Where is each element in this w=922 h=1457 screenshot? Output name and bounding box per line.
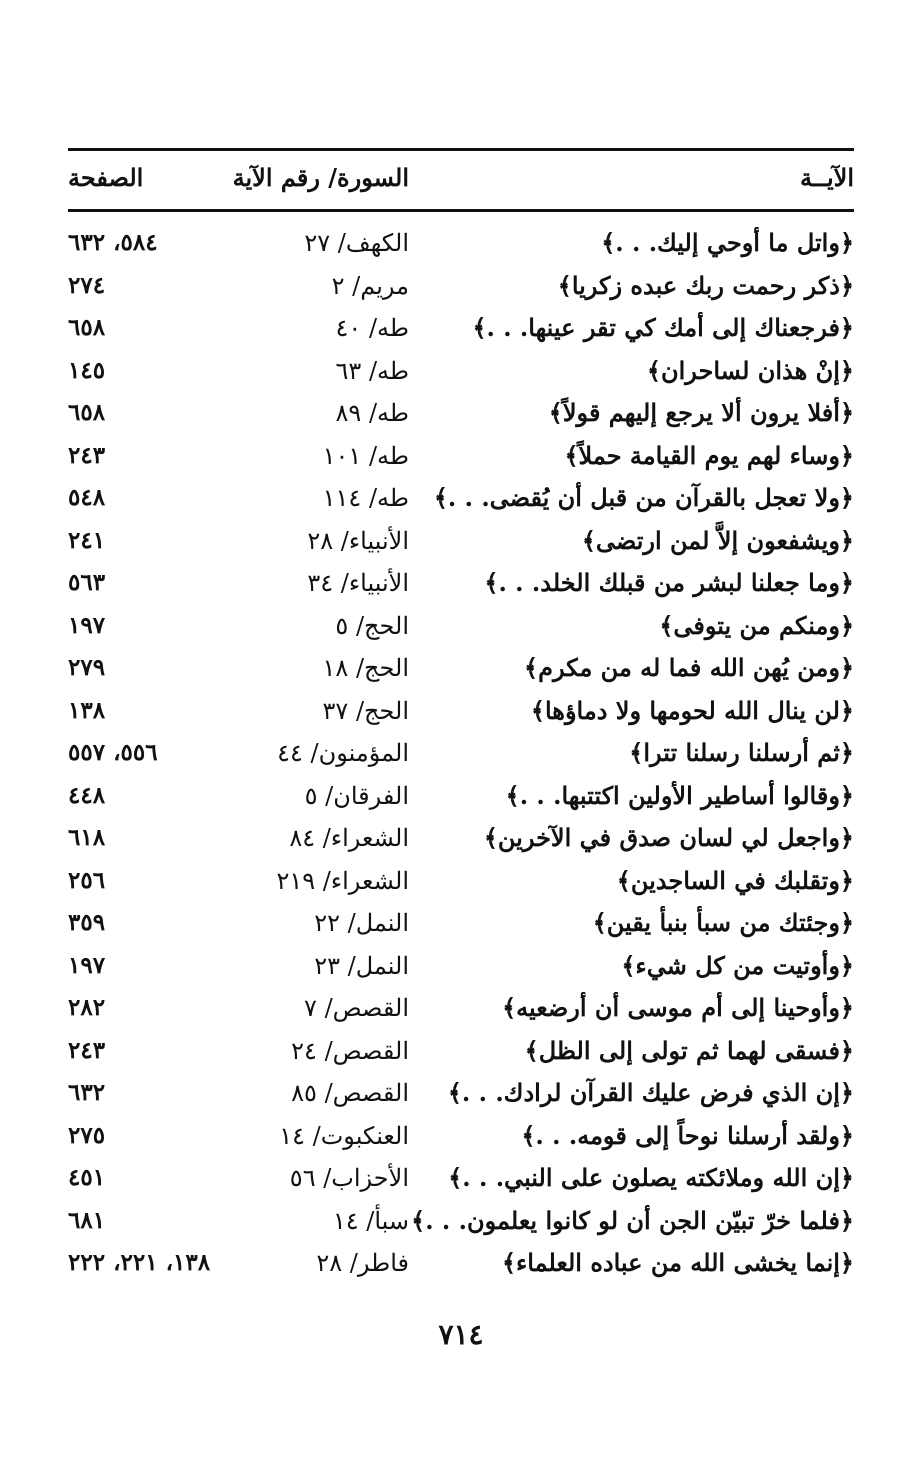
header-rule <box>68 209 854 212</box>
table-header <box>68 156 854 200</box>
table-row <box>68 350 854 393</box>
page-cell: ٥٦٣ <box>68 569 106 596</box>
ayah-cell: ﴿ذكر رحمت ربك عبده زكريا﴾ <box>557 270 854 300</box>
ayah-cell: ﴿وأوتيت من كل شيء﴾ <box>621 950 854 980</box>
surah-cell: مريم/ ٢ <box>331 271 409 300</box>
surah-cell: العنكبوت/ ١٤ <box>279 1121 409 1150</box>
table-row <box>68 732 854 775</box>
header-page: الصفحة <box>68 163 144 192</box>
ayah-cell: ﴿وقالوا أساطير الأولين اكتتبها. . .﴾ <box>505 780 854 810</box>
table-row <box>68 1200 854 1243</box>
page-cell: ٦٨١ <box>68 1206 106 1234</box>
page-cell: ٢٧٥ <box>68 1121 106 1149</box>
page-number: ٧١٤ <box>438 1318 484 1351</box>
surah-cell: طه/ ٤٠ <box>335 314 409 342</box>
page-cell: ٦١٨ <box>68 824 106 851</box>
ayah-cell: ﴿ومن يُهن الله فما له من مكرم﴾ <box>524 653 854 682</box>
ayah-cell: ﴿وجئتك من سبأ بنبأ يقين﴾ <box>592 908 854 937</box>
surah-cell: الحج/ ٥ <box>335 611 409 640</box>
page-cell: ٢٤٣ <box>68 1036 106 1064</box>
table-row <box>68 1242 854 1285</box>
page-cell: ١٤٥ <box>68 356 106 384</box>
surah-cell: النمل/ ٢٢ <box>314 909 409 937</box>
header-surah: السورة/ رقم الآية <box>232 163 409 192</box>
page-cell: ٢٨٢ <box>68 994 106 1021</box>
ayah-cell: ﴿واجعل لي لسان صدق في الآخرين﴾ <box>483 823 854 852</box>
surah-cell: الشعراء/ ٨٤ <box>289 824 409 852</box>
table-row <box>68 1030 854 1073</box>
page-cell: ٥٤٨ <box>68 484 106 511</box>
ayah-cell: ﴿واتل ما أوحي إليك. . .﴾ <box>601 228 854 257</box>
table-row <box>68 392 854 435</box>
table-row <box>68 902 854 945</box>
table-row <box>68 1157 854 1200</box>
page-cell: ١٩٧ <box>68 951 106 979</box>
ayah-cell: ﴿إنْ هذان لساحران﴾ <box>646 355 854 385</box>
table-row <box>68 265 854 308</box>
page-cell: ٤٥١ <box>68 1164 106 1191</box>
page-cell: ٢٧٤ <box>68 271 106 299</box>
header-ayah: الآيــة <box>800 163 854 192</box>
page-cell: ١٣٨، ٢٢١، ٢٢٢ <box>68 1249 211 1276</box>
ayah-cell: ﴿أفلا يرون ألا يرجع إليهم قولاً﴾ <box>548 398 854 427</box>
table-row <box>68 477 854 520</box>
surah-cell: النمل/ ٢٣ <box>314 951 409 980</box>
surah-cell: القصص/ ٢٤ <box>291 1036 409 1065</box>
table-row <box>68 435 854 478</box>
page-cell: ٦٥٨ <box>68 399 106 426</box>
ayah-cell: ﴿وما جعلنا لبشر من قبلك الخلد. . .﴾ <box>484 568 854 597</box>
ayah-cell: ﴿فلما خرّ تبيّن الجن أن لو كانوا يعلمون. . .﴾ <box>411 1205 854 1235</box>
ayah-cell: ﴿ويشفعون إلاَّ لمن ارتضى﴾ <box>581 525 854 555</box>
ayah-cell: ﴿وتقلبك في الساجدين﴾ <box>616 865 854 895</box>
surah-cell: طه/ ٦٣ <box>335 356 409 385</box>
table-row <box>68 860 854 903</box>
ayah-cell: ﴿ثم أرسلنا رسلنا تترا﴾ <box>629 738 854 767</box>
ayah-cell: ﴿فسقى لهما ثم تولى إلى الظل﴾ <box>524 1035 854 1065</box>
page-cell: ٢٤٣ <box>68 441 106 469</box>
table-row <box>68 690 854 733</box>
surah-cell: طه/ ١١٤ <box>322 484 409 512</box>
table-row <box>68 647 854 690</box>
ayah-cell: ﴿لن ينال الله لحومها ولا دماؤها﴾ <box>530 695 854 725</box>
index-table-body <box>68 222 854 1285</box>
page-cell: ٦٣٢ <box>68 1079 106 1106</box>
ayah-cell: ﴿ولا تعجل بالقرآن من قبل أن يُقضى. . .﴾ <box>433 483 854 512</box>
surah-cell: طه/ ١٠١ <box>322 441 409 470</box>
table-row <box>68 605 854 648</box>
page-cell: ٢٧٩ <box>68 654 106 681</box>
surah-cell: طه/ ٨٩ <box>335 399 409 427</box>
surah-cell: الأنبياء/ ٣٤ <box>307 569 409 597</box>
surah-cell: القصص/ ٧ <box>304 994 409 1022</box>
page-cell: ٥٨٤، ٦٣٢ <box>68 229 158 256</box>
surah-cell: الأحزاب/ ٥٦ <box>289 1164 409 1192</box>
table-row <box>68 307 854 350</box>
page-cell: ٤٤٨ <box>68 781 106 809</box>
ayah-cell: ﴿إنما يخشى الله من عباده العلماء﴾ <box>501 1248 854 1277</box>
surah-cell: الشعراء/ ٢١٩ <box>276 866 409 895</box>
page-cell: ٥٥٦، ٥٥٧ <box>68 739 158 766</box>
ayah-cell: ﴿إن الله وملائكته يصلون على النبي. . .﴾ <box>448 1163 854 1192</box>
page-cell: ٦٥٨ <box>68 314 106 341</box>
table-row <box>68 1072 854 1115</box>
surah-cell: القصص/ ٨٥ <box>291 1079 409 1107</box>
surah-cell: الفرقان/ ٥ <box>304 781 409 810</box>
table-row <box>68 987 854 1030</box>
ayah-cell: ﴿وأوحينا إلى أم موسى أن أرضعيه﴾ <box>502 993 854 1022</box>
table-row <box>68 945 854 988</box>
surah-cell: فاطر/ ٢٨ <box>316 1249 409 1277</box>
table-row <box>68 222 854 265</box>
page-cell: ١٣٨ <box>68 696 106 724</box>
page-cell: ٢٤١ <box>68 526 106 554</box>
table-row <box>68 817 854 860</box>
surah-cell: سبأ/ ١٤ <box>332 1206 409 1235</box>
top-rule <box>68 148 854 151</box>
page-cell: ١٩٧ <box>68 611 106 639</box>
surah-cell: الحج/ ١٨ <box>322 654 409 682</box>
table-row <box>68 1115 854 1158</box>
page-cell: ٢٥٦ <box>68 866 106 894</box>
ayah-cell: ﴿فرجعناك إلى أمك كي تقر عينها. . .﴾ <box>472 313 854 342</box>
ayah-cell: ﴿ومنكم من يتوفى﴾ <box>659 610 854 640</box>
table-row <box>68 775 854 818</box>
ayah-cell: ﴿إن الذي فرض عليك القرآن لرادك. . .﴾ <box>447 1078 854 1107</box>
surah-cell: المؤمنون/ ٤٤ <box>277 739 409 767</box>
page-cell: ٣٥٩ <box>68 909 106 936</box>
surah-cell: الحج/ ٣٧ <box>322 696 409 725</box>
ayah-cell: ﴿وساء لهم يوم القيامة حملاً﴾ <box>564 440 854 470</box>
surah-cell: الكهف/ ٢٧ <box>304 229 409 257</box>
table-row <box>68 520 854 563</box>
surah-cell: الأنبياء/ ٢٨ <box>307 526 409 555</box>
ayah-cell: ﴿ولقد أرسلنا نوحاً إلى قومه. . .﴾ <box>521 1120 854 1150</box>
table-row <box>68 562 854 605</box>
